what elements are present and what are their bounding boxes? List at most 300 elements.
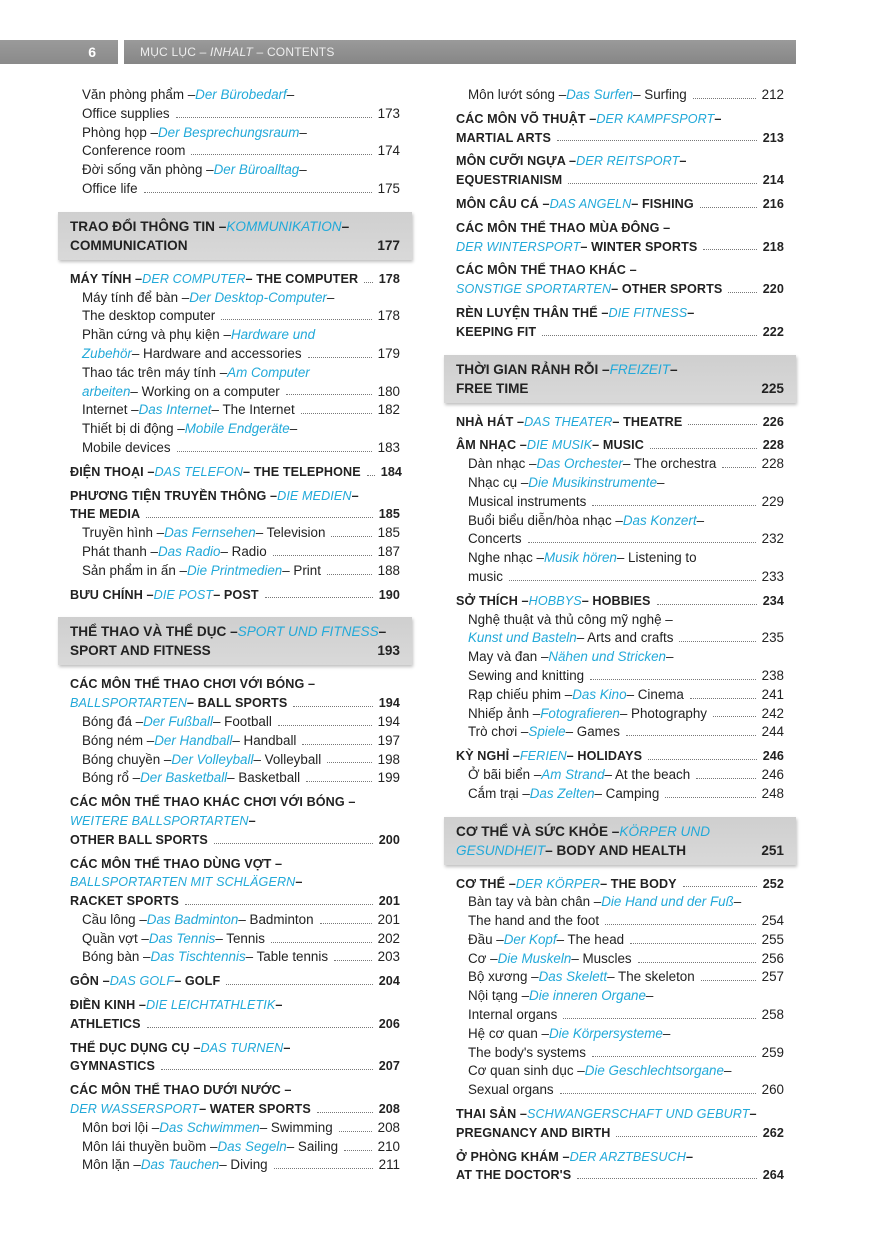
entry-text: – Print	[282, 562, 321, 578]
toc-entry-line	[444, 152, 796, 171]
page-ref[interactable]: 264	[762, 1168, 784, 1183]
toc-subentry[interactable]	[58, 1119, 412, 1138]
entry-text: –	[714, 111, 722, 126]
toc-subentry[interactable]	[444, 785, 796, 804]
toc-entry-line	[444, 379, 796, 398]
toc-chapter-entry[interactable]	[444, 195, 796, 214]
page-ref[interactable]: 233	[761, 568, 784, 584]
toc-entry-line	[444, 493, 796, 512]
page-ref[interactable]: 206	[378, 1016, 400, 1031]
page-ref[interactable]: 234	[762, 593, 784, 608]
entry-text: –	[687, 305, 695, 320]
dot-leader	[293, 706, 372, 707]
toc-subentry[interactable]	[58, 751, 412, 770]
toc-entry-line	[444, 950, 796, 969]
toc-entry-line	[444, 893, 796, 912]
page-ref[interactable]: 238	[761, 667, 784, 683]
entry-text: – Badminton	[238, 911, 314, 927]
toc-entry-line	[444, 1166, 796, 1185]
toc-chapter-entry[interactable]	[444, 1148, 796, 1186]
entry-text: CƠ THỂ VÀ SỨC KHỎE –	[456, 823, 620, 839]
page-ref[interactable]: 178	[378, 271, 400, 286]
entry-text: – Radio	[220, 543, 267, 559]
entry-text: THỂ THAO VÀ THỂ DỤC –	[70, 624, 238, 640]
entry-text: Nghe nhạc –	[468, 550, 544, 566]
entry-text: – GOLF	[174, 974, 221, 989]
toc-chapter-entry[interactable]	[444, 436, 796, 455]
dot-leader	[278, 725, 372, 726]
toc-entry-line	[444, 931, 796, 950]
toc-subentry[interactable]	[58, 1156, 412, 1175]
entry-text: – Handball	[232, 732, 297, 748]
entry-text: –	[686, 1149, 694, 1164]
toc-subentry[interactable]	[444, 931, 796, 950]
toc-entry-line	[58, 769, 412, 788]
page-ref[interactable]: 255	[761, 931, 784, 947]
page-ref[interactable]: 220	[762, 282, 784, 297]
entry-text-german: Das Tischtennis	[150, 949, 246, 965]
toc-subentry[interactable]	[58, 732, 412, 751]
entry-text-german: Das Zelten	[529, 785, 595, 801]
toc-subentry[interactable]	[444, 686, 796, 705]
toc-subentry[interactable]	[444, 968, 796, 987]
toc-chapter-entry[interactable]	[58, 972, 412, 991]
page-ref[interactable]: 244	[761, 724, 784, 740]
entry-text-german: Hardware und	[230, 327, 316, 343]
entry-text: Truyền hình –	[82, 525, 165, 541]
toc-subentry[interactable]	[444, 1062, 796, 1100]
toc-section-heading[interactable]	[444, 817, 796, 865]
entry-text: – Sailing	[286, 1138, 339, 1154]
dot-leader	[265, 597, 373, 598]
entry-text-german: DAS TURNEN	[200, 1040, 284, 1055]
toc-subentry[interactable]	[58, 713, 412, 732]
toc-subentry[interactable]	[58, 930, 412, 949]
entry-text: The hand and the foot	[468, 913, 600, 929]
page-ref[interactable]: 225	[761, 380, 784, 396]
entry-text: – HOBBIES	[581, 593, 651, 608]
toc-subentry[interactable]	[444, 549, 796, 587]
page-ref[interactable]: 246	[761, 766, 784, 782]
toc-subentry[interactable]	[444, 474, 796, 512]
entry-text: Concerts	[468, 531, 522, 547]
page-ref[interactable]: 182	[377, 402, 400, 418]
page-ref[interactable]: 235	[761, 630, 784, 646]
page-ref[interactable]: 187	[377, 543, 400, 559]
toc-entry-line	[444, 413, 796, 432]
toc-chapter-entry[interactable]	[58, 793, 412, 849]
page-ref[interactable]: 201	[378, 894, 400, 909]
entry-text: – Football	[213, 713, 272, 729]
toc-chapter-entry[interactable]	[58, 270, 412, 289]
entry-text-german: DIE MEDIEN	[277, 488, 352, 503]
entry-text: CÁC MÔN VÕ THUẬT –	[456, 111, 597, 126]
toc-chapter-entry[interactable]	[444, 1105, 796, 1143]
toc-subentry[interactable]	[444, 723, 796, 742]
entry-text: –	[351, 488, 359, 503]
toc-entry-line	[58, 641, 412, 660]
page-ref[interactable]: 190	[378, 587, 400, 602]
toc-chapter-entry[interactable]	[444, 152, 796, 190]
entry-text-german: arbeiten	[82, 383, 131, 399]
entry-text: – Television	[255, 525, 326, 541]
entry-text: CÁC MÔN THỂ THAO CHƠI VỚI BÓNG –	[70, 677, 316, 692]
entry-text: – WATER SPORTS	[199, 1102, 311, 1117]
entry-text: RACKET SPORTS	[70, 894, 180, 909]
entry-text: Internal organs	[468, 1007, 558, 1023]
entry-text: Đời sống văn phòng –	[82, 162, 214, 178]
entry-text: – Camping	[594, 785, 660, 801]
toc-entry-line	[444, 785, 796, 804]
entry-text: – THE TELEPHONE	[243, 464, 361, 479]
toc-subentry[interactable]	[58, 543, 412, 562]
toc-chapter-entry[interactable]	[58, 1081, 412, 1119]
page-ref[interactable]: 228	[761, 456, 784, 472]
page-ref[interactable]: 257	[761, 969, 784, 985]
entry-text: Nhiếp ảnh –	[468, 705, 541, 721]
page-ref[interactable]: 258	[761, 1007, 784, 1023]
entry-text: THỂ DỤC DỤNG CỤ –	[70, 1040, 201, 1055]
entry-text-german: Der Kopf	[503, 931, 557, 947]
page-ref[interactable]: 254	[761, 913, 784, 929]
dot-leader	[638, 962, 756, 963]
toc-chapter-entry[interactable]	[58, 855, 412, 911]
toc-chapter-entry[interactable]	[444, 592, 796, 611]
toc-entry-line	[58, 675, 412, 694]
entry-text: Nhạc cụ –	[468, 474, 529, 490]
page-ref[interactable]: 197	[377, 732, 400, 748]
entry-text-german: Das Surfen	[566, 87, 634, 102]
dot-leader	[577, 1178, 756, 1179]
entry-text: –	[378, 624, 387, 640]
entry-text-german: DIE MUSIK	[526, 438, 593, 453]
toc-subentry[interactable]	[58, 769, 412, 788]
entry-text: – THEATRE	[612, 414, 683, 429]
page-ref[interactable]: 203	[377, 949, 400, 965]
page-ref[interactable]: 251	[761, 842, 784, 858]
toc-chapter-entry[interactable]	[58, 586, 412, 605]
entry-text: Cơ –	[468, 950, 498, 966]
toc-entry-line	[444, 474, 796, 493]
toc-subentry[interactable]	[444, 455, 796, 474]
dot-leader	[144, 192, 372, 193]
page-ref[interactable]: 202	[377, 930, 400, 946]
entry-text: RÈN LUYỆN THÂN THỂ –	[456, 305, 609, 320]
toc-entry-line	[444, 280, 796, 299]
dot-leader	[161, 1069, 373, 1070]
toc-entry-line	[58, 1039, 412, 1058]
entry-text: –	[733, 894, 742, 910]
page-ref[interactable]: 262	[762, 1125, 784, 1140]
entry-text-german: Die Muskeln	[497, 950, 572, 966]
page-ref[interactable]: 210	[377, 1138, 400, 1154]
toc-chapter-entry[interactable]	[444, 747, 796, 766]
toc-entry-line	[444, 171, 796, 190]
toc-entry-line	[58, 1119, 412, 1138]
toc-entry-line	[444, 912, 796, 931]
dot-leader	[302, 744, 371, 745]
page-ref[interactable]: 207	[378, 1059, 400, 1074]
entry-text-german: Der Fußball	[143, 713, 214, 729]
page-ref[interactable]: 246	[762, 749, 784, 764]
page-ref[interactable]: 174	[377, 143, 400, 159]
toc-chapter-entry[interactable]	[58, 996, 412, 1034]
page-ref[interactable]: 222	[762, 324, 784, 339]
toc-entry-line	[58, 86, 412, 105]
toc-entry-line	[58, 180, 412, 199]
page-ref[interactable]: 218	[762, 239, 784, 254]
entry-text-german: Kunst und Basteln	[468, 630, 577, 646]
toc-section-heading[interactable]	[58, 212, 412, 260]
page-ref[interactable]: 232	[761, 531, 784, 547]
toc-entry-line	[444, 360, 796, 379]
page-ref[interactable]: 211	[378, 1157, 400, 1173]
dot-leader	[191, 154, 371, 155]
entry-text: –	[749, 1107, 757, 1122]
toc-subentry[interactable]	[58, 161, 412, 199]
toc-entry-line	[444, 129, 796, 148]
toc-chapter-entry[interactable]	[58, 1039, 412, 1077]
entry-text-german: SONSTIGE SPORTARTEN	[456, 282, 612, 297]
toc-subentry[interactable]	[58, 562, 412, 581]
page-ref[interactable]: 228	[762, 438, 784, 453]
toc-entry-line	[444, 987, 796, 1006]
entry-text: – Muscles	[571, 950, 632, 966]
toc-subentry[interactable]	[58, 124, 412, 162]
toc-subentry[interactable]	[58, 401, 412, 420]
entry-text: MÔN CƯỠI NGỰA –	[456, 154, 577, 169]
toc-entry-line	[444, 766, 796, 785]
entry-text: –	[645, 988, 654, 1004]
entry-text: – Photography	[619, 705, 707, 721]
dot-leader	[334, 960, 372, 961]
toc-entry-line	[444, 1124, 796, 1143]
dot-leader	[271, 942, 372, 943]
toc-subentry[interactable]	[444, 893, 796, 931]
toc-entry-line	[444, 455, 796, 474]
page-ref[interactable]: 185	[377, 525, 400, 541]
entry-text-german: DER COMPUTER	[142, 271, 246, 286]
entry-text: CÁC MÔN THỂ THAO KHÁC –	[456, 263, 637, 278]
page-ref[interactable]: 180	[377, 383, 400, 399]
toc-section-heading[interactable]	[58, 617, 412, 665]
toc-chapter-entry[interactable]	[444, 261, 796, 299]
toc-subentry[interactable]	[444, 648, 796, 686]
toc-entry-line	[58, 562, 412, 581]
toc-entry-line	[58, 364, 412, 383]
entry-text: –	[662, 1025, 671, 1041]
entry-text-german: DER REITSPORT	[576, 154, 680, 169]
entry-text: –	[341, 218, 350, 234]
page-ref[interactable]: 208	[378, 1102, 400, 1117]
page-ref[interactable]: 208	[377, 1119, 400, 1135]
page-ref[interactable]: 200	[378, 832, 400, 847]
toc-subentry[interactable]	[58, 911, 412, 930]
toc-entry-line	[444, 875, 796, 894]
dot-leader	[696, 778, 755, 779]
toc-entry-line	[58, 326, 412, 345]
toc-entry-line	[444, 1081, 796, 1100]
page-ref[interactable]: 204	[378, 974, 400, 989]
toc-entry-line	[444, 1025, 796, 1044]
entry-text-german: Der Besprechungsraum	[157, 124, 300, 140]
toc-section-heading[interactable]	[444, 355, 796, 403]
page-ref[interactable]: 177	[377, 237, 400, 253]
toc-subentry[interactable]	[58, 364, 412, 402]
toc-chapter-entry[interactable]	[444, 413, 796, 432]
entry-text: Mobile devices	[82, 439, 171, 455]
toc-subentry[interactable]	[444, 1025, 796, 1063]
entry-text-german: Das Kino	[572, 686, 627, 702]
dot-leader	[274, 1168, 373, 1169]
page-ref[interactable]: 173	[377, 105, 400, 121]
page-ref[interactable]: 198	[377, 751, 400, 767]
page-ref[interactable]: 178	[377, 308, 400, 324]
entry-text-german: Fotografieren	[540, 705, 620, 721]
page-ref[interactable]: 179	[377, 345, 400, 361]
page-ref[interactable]: 242	[761, 705, 784, 721]
entry-text: Môn bơi lội –	[82, 1119, 160, 1135]
entry-text-german: DAS TELEFON	[154, 464, 244, 479]
entry-text-german: Am Strand	[541, 766, 605, 782]
toc-chapter-entry[interactable]	[444, 219, 796, 257]
entry-text: – Tennis	[215, 930, 265, 946]
entry-text: –	[299, 124, 307, 140]
toc-subentry[interactable]	[58, 524, 412, 543]
entry-text: The desktop computer	[82, 308, 216, 324]
entry-text-german: DIE POST	[153, 587, 214, 602]
entry-text: FREE TIME	[456, 380, 529, 396]
entry-text: Musical instruments	[468, 493, 587, 509]
entry-text: – FISHING	[631, 196, 694, 211]
entry-text: Conference room	[82, 143, 186, 159]
entry-text-german: FREIZEIT	[609, 361, 671, 377]
entry-text: GYMNASTICS	[70, 1059, 155, 1074]
toc-chapter-entry[interactable]	[58, 463, 412, 482]
toc-entry-line	[444, 629, 796, 648]
entry-text: Nội tạng –	[468, 988, 530, 1004]
entry-text: Môn lặn –	[82, 1157, 141, 1173]
toc-subentry[interactable]	[58, 420, 412, 458]
toc-entry-line	[444, 1044, 796, 1063]
page-ref[interactable]: 213	[762, 130, 784, 145]
page-ref[interactable]: 256	[761, 950, 784, 966]
toc-subentry[interactable]	[444, 950, 796, 969]
entry-text-german: Der Büroalltag	[213, 162, 300, 178]
toc-subentry[interactable]	[444, 987, 796, 1025]
page-ref[interactable]: 248	[761, 785, 784, 801]
entry-text: –	[248, 813, 256, 828]
entry-text: – Hardware and accessories	[131, 345, 302, 361]
toc-subentry[interactable]	[444, 86, 796, 105]
toc-subentry[interactable]	[58, 948, 412, 967]
entry-text: KEEPING FIT	[456, 324, 537, 339]
entry-text: Bóng ném –	[82, 732, 155, 748]
entry-text-german: DIE FITNESS	[608, 305, 688, 320]
entry-text: ATHLETICS	[70, 1016, 141, 1031]
toc-chapter-entry[interactable]	[58, 487, 412, 525]
entry-text: –	[275, 998, 283, 1013]
page-ref[interactable]: 194	[378, 696, 400, 711]
page-ref[interactable]: 188	[377, 562, 400, 578]
toc-chapter-entry[interactable]	[58, 675, 412, 713]
entry-text: Phòng họp –	[82, 124, 158, 140]
toc-subentry[interactable]	[58, 86, 412, 124]
page-ref[interactable]: 175	[377, 180, 400, 196]
toc-entry-line	[444, 968, 796, 987]
entry-text: Máy tính để bàn –	[82, 289, 190, 305]
toc-subentry[interactable]	[444, 705, 796, 724]
toc-chapter-entry[interactable]	[444, 875, 796, 894]
entry-text: CÁC MÔN THỂ THAO DƯỚI NƯỚC –	[70, 1083, 292, 1098]
toc-entry-line	[444, 1105, 796, 1124]
entry-text-german: DER WASSERSPORT	[70, 1102, 200, 1117]
entry-text: – Swimming	[259, 1119, 333, 1135]
toc-subentry[interactable]	[444, 611, 796, 649]
toc-entry-line	[444, 195, 796, 214]
entry-text: – OTHER SPORTS	[611, 282, 723, 297]
entry-text: Office supplies	[82, 105, 170, 121]
entry-text: Văn phòng phẩm –	[82, 87, 196, 102]
dot-leader	[226, 984, 372, 985]
entry-text: Cắm trại –	[468, 785, 530, 801]
toc-subentry[interactable]	[58, 289, 412, 327]
page-ref[interactable]: 252	[762, 876, 784, 891]
page-ref[interactable]: 260	[761, 1082, 784, 1098]
page-ref[interactable]: 212	[761, 87, 784, 102]
page-ref[interactable]: 201	[377, 911, 400, 927]
entry-text: Đầu –	[468, 931, 504, 947]
page-ref[interactable]: 199	[377, 770, 400, 786]
page-ref[interactable]: 259	[761, 1044, 784, 1060]
toc-entry-line	[58, 831, 412, 850]
entry-text: – Working on a computer	[130, 383, 280, 399]
page-ref[interactable]: 185	[378, 507, 400, 522]
page-ref[interactable]: 216	[762, 196, 784, 211]
page-ref[interactable]: 229	[761, 493, 784, 509]
entry-text: Bóng rổ –	[82, 770, 141, 786]
entry-text-german: Am Computer	[227, 364, 310, 380]
page-ref[interactable]: 241	[761, 686, 784, 702]
entry-text: Môn lái thuyền buồm –	[82, 1138, 218, 1154]
toc-subentry[interactable]	[58, 326, 412, 364]
toc-chapter-entry[interactable]	[444, 304, 796, 342]
dot-leader	[273, 555, 372, 556]
entry-text-german: Das Fernsehen	[164, 525, 256, 541]
toc-subentry[interactable]	[444, 766, 796, 785]
toc-chapter-entry[interactable]	[444, 110, 796, 148]
dot-leader	[568, 183, 756, 184]
toc-entry-line	[444, 747, 796, 766]
toc-entry-line	[444, 841, 796, 860]
dot-leader	[688, 424, 756, 425]
dot-leader	[630, 943, 756, 944]
toc-entry-line	[58, 487, 412, 506]
entry-text-german: SPORT UND FITNESS	[237, 624, 379, 640]
page-ref[interactable]: 226	[762, 414, 784, 429]
entry-text-german: Nähen und Stricken	[548, 649, 667, 665]
page-ref[interactable]: 214	[762, 173, 784, 188]
entry-text-german: DAS THEATER	[524, 414, 613, 429]
page-ref[interactable]: 184	[380, 464, 403, 479]
toc-subentry[interactable]	[444, 512, 796, 550]
dot-leader	[528, 542, 756, 543]
toc-subentry[interactable]	[58, 1138, 412, 1157]
page-ref[interactable]: 194	[377, 713, 400, 729]
page-ref[interactable]: 183	[377, 439, 400, 455]
dot-leader	[221, 319, 371, 320]
page-ref[interactable]: 193	[377, 643, 400, 659]
